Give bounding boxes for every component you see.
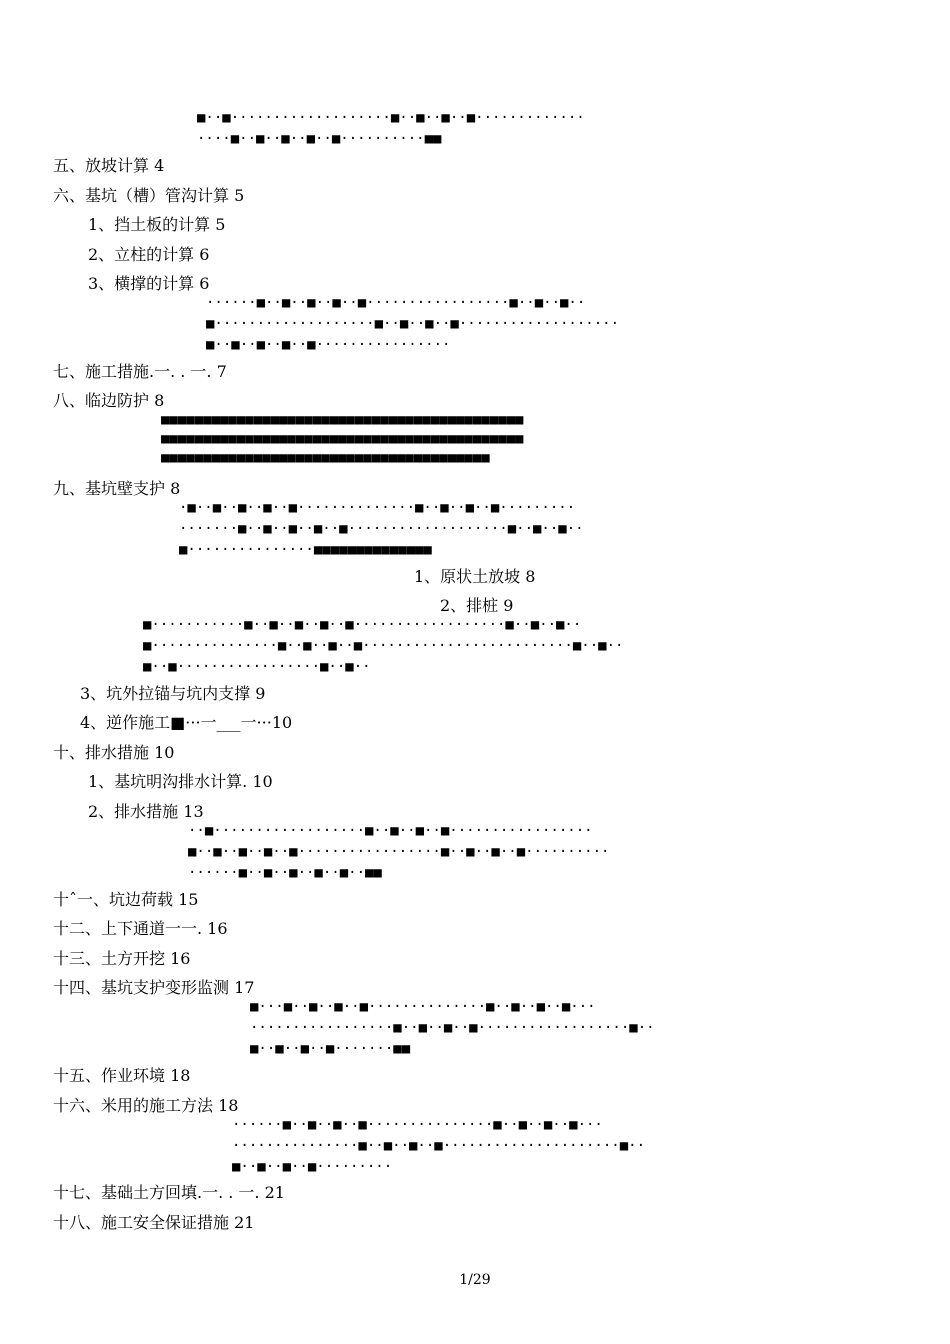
toc-leader-line: ■···············■··■··■··■·························■··■·· — [143, 638, 624, 654]
toc-leader-line: ■··■·················■··■·· — [143, 659, 371, 675]
toc-entry[interactable]: 九、基坑壁支护 8 — [53, 479, 181, 498]
toc-leader-line: ■···■··■··■··■··············■··■··■··■··· — [250, 999, 596, 1015]
toc-entry[interactable]: 1、基坑明沟排水计算. 10 — [88, 772, 273, 791]
toc-entry[interactable]: 八、临边防护 8 — [53, 391, 165, 410]
toc-entry[interactable]: 七、施工措施.一. . 一. 7 — [53, 362, 227, 381]
toc-leader-line: ■■■■■■■■■■■■■■■■■■■■■■■■■■■■■■■■■■■■■■■■■■■ — [161, 431, 524, 447]
page-number: 1/29 — [459, 1272, 491, 1288]
toc-leader-line: ·······■··■··■··■··■···················■··■··■·· — [179, 521, 584, 537]
toc-entry[interactable]: 五、放坡计算 4 — [53, 156, 165, 175]
toc-entry[interactable]: 十、排水措施 10 — [53, 743, 175, 762]
toc-entry[interactable]: 十四、基坑支护变形监测 17 — [53, 978, 255, 997]
toc-leader-line: ■■■■■■■■■■■■■■■■■■■■■■■■■■■■■■■■■■■■■■■ — [161, 450, 490, 466]
toc-leader-line: ·■··■··■··■··■··············■··■··■··■········· — [179, 500, 576, 516]
toc-leader-line: ■■■■■■■■■■■■■■■■■■■■■■■■■■■■■■■■■■■■■■■■■■■ — [161, 412, 524, 428]
toc-leader-line: ····■··■··■··■··■··········■■ — [197, 131, 442, 147]
toc-leader-line: ■··■··■··■··■·················■··■··■··■·········· — [188, 844, 610, 860]
toc-leader-line: ······■··■··■··■··■··■■ — [188, 865, 382, 881]
toc-entry[interactable]: 十ˆ一、坑边荷载 15 — [53, 890, 199, 909]
toc-entry[interactable]: 十六、米用的施工方法 18 — [53, 1096, 239, 1115]
toc-leader-line: ■··■··■··■··■················ — [206, 337, 451, 353]
toc-leader-line: ······■··■··■··■··■·················■··■··■·· — [206, 295, 586, 311]
toc-leader-line: ······■··■··■··■···············■··■··■··■··· — [232, 1117, 603, 1133]
toc-leader-line: ■··■··■··■········· — [232, 1159, 393, 1175]
toc-entry[interactable]: 3、横撑的计算 6 — [88, 274, 210, 293]
toc-entry[interactable]: 十三、土方开挖 16 — [53, 949, 191, 968]
toc-entry[interactable]: 十五、作业环境 18 — [53, 1066, 191, 1085]
toc-entry[interactable]: 3、坑外拉锚与坑内支撑 9 — [80, 684, 266, 703]
toc-leader-line: ·················■··■··■··■··················■·· — [250, 1020, 655, 1036]
toc-entry[interactable]: 六、基坑（槽）管沟计算 5 — [53, 186, 245, 205]
toc-leader-line: ■··■··■··■·······■■ — [250, 1041, 411, 1057]
toc-entry[interactable]: 2、排水措施 13 — [88, 802, 204, 821]
toc-entry[interactable]: 十七、基础土方回填.一. . 一. 21 — [53, 1183, 285, 1202]
toc-entry[interactable]: 1、原状土放坡 8 — [414, 567, 536, 586]
toc-leader-line: ···············■··■··■··■·····················■·· — [232, 1138, 646, 1154]
toc-entry[interactable]: 4、逆作施工■···一___一···10 — [80, 713, 293, 732]
toc-leader-line: ■···············■■■■■■■■■■■■■■ — [179, 542, 432, 558]
toc-leader-line: ··■··················■··■··■··■················· — [188, 823, 593, 839]
toc-entry[interactable]: 2、排桩 9 — [440, 596, 514, 615]
toc-entry[interactable]: 1、挡土板的计算 5 — [88, 215, 226, 234]
toc-leader-line: ■···················■··■··■··■··················· — [206, 316, 620, 332]
toc-leader-line: ■···········■··■··■··■··■··················■··■··■·· — [143, 617, 582, 633]
toc-entry[interactable]: 十八、施工安全保证措施 21 — [53, 1213, 255, 1232]
toc-entry[interactable]: 十二、上下通道一一. 16 — [53, 919, 228, 938]
toc-entry[interactable]: 2、立柱的计算 6 — [88, 245, 210, 264]
toc-leader-line: ■··■···················■··■··■··■············· — [197, 110, 585, 126]
